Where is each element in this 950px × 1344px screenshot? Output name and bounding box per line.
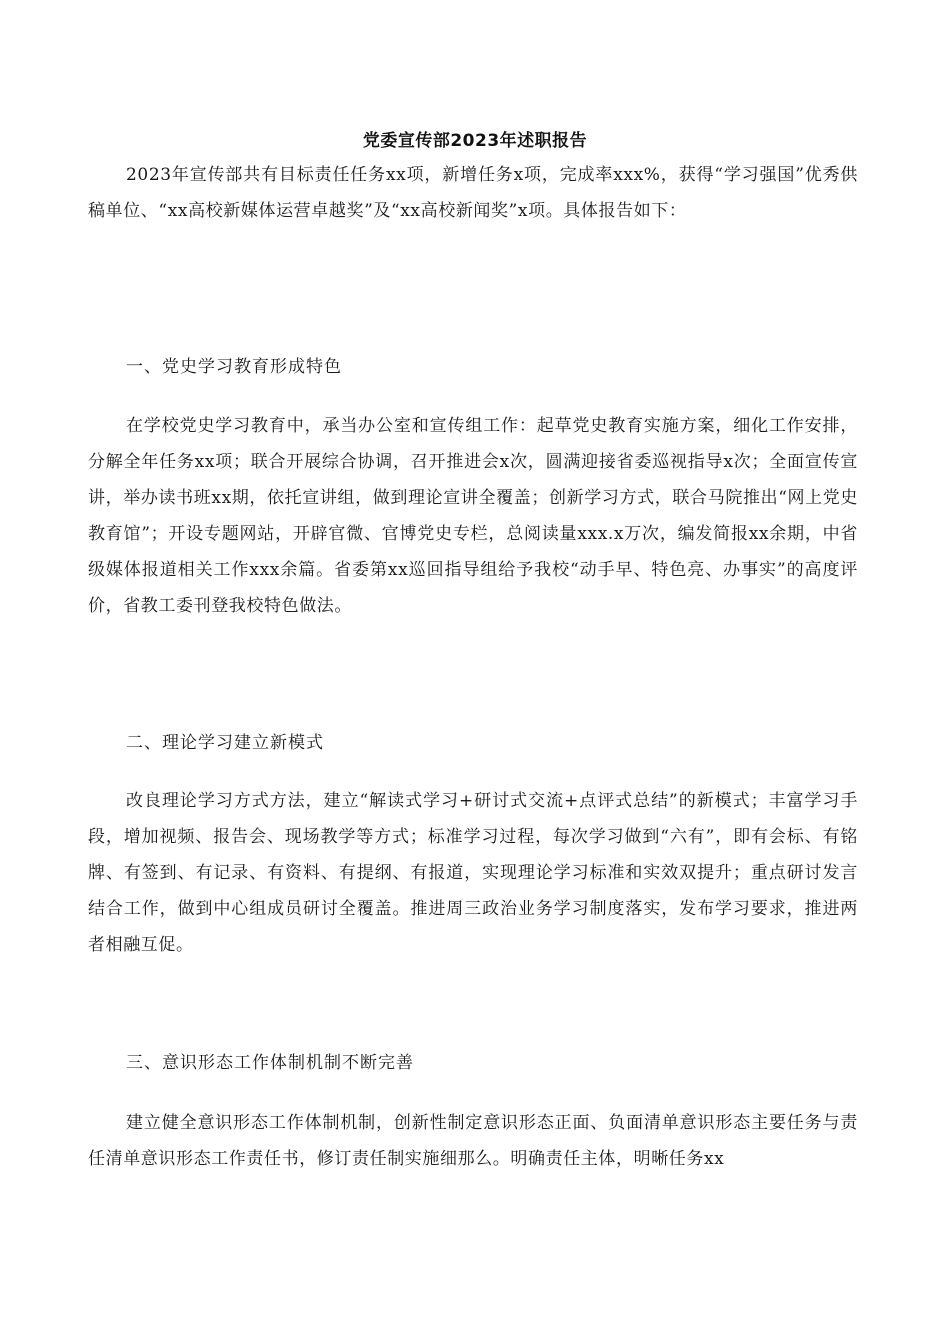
section-3-paragraph: 建立健全意识形态工作体制机制，创新性制定意识形态正面、负面清单意识形态主要任务与责任清单意识形态工作责任书，修订责任制实施细那么。明确责任主体，明晰任务xx bbox=[88, 1113, 858, 1169]
section-3-heading: 三、意识形态工作体制机制不断完善 bbox=[126, 1053, 414, 1073]
intro-paragraph: 2023年宣传部共有目标责任任务xx项，新增任务x项，完成率xxx%，获得“学习强国”优秀供稿单位、“xx高校新媒体运营卓越奖”及“xx高校新闻奖”x项。具体报告如下： bbox=[88, 165, 858, 221]
section-2-paragraph: 改良理论学习方式方法，建立“解读式学习+研讨式交流+点评式总结”的新模式；丰富学习手段，增加视频、报告会、现场教学等方式；标准学习过程，每次学习做到“六有”，即有会标、有铭牌、有签到、有记录、有资料、有提纲、有报道，实现理论学习标准和实效双提升；重点研讨发言结合工作，做到中心组成员研讨全覆盖。推进周三政治业务学习制度落实，发布学习要求，推进两者相融互促。 bbox=[88, 791, 858, 955]
section-2-heading: 二、理论学习建立新模式 bbox=[126, 733, 324, 753]
section-1-paragraph: 在学校党史学习教育中，承当办公室和宣传组工作：起草党史教育实施方案，细化工作安排，分解全年任务xx项；联合开展综合协调，召开推进会x次，圆满迎接省委巡视指导x次；全面宣传宣讲，举办读书班xx期，依托宣讲组，做到理论宣讲全覆盖；创新学习方式，联合马院推出“网上党史教育馆”；开设专题网站，开辟官微、官博党史专栏，总阅读量xxx.x万次，编发简报xx余期，中省级媒体报道相关工作xxx余篇。省委第xx巡回指导组给予我校“动手早、特色亮、办事实”的高度评价，省教工委刊登我校特色做法。 bbox=[88, 416, 858, 616]
document-title: 党委宣传部2023年述职报告 bbox=[362, 131, 588, 151]
section-1-heading: 一、党史学习教育形成特色 bbox=[126, 357, 342, 377]
